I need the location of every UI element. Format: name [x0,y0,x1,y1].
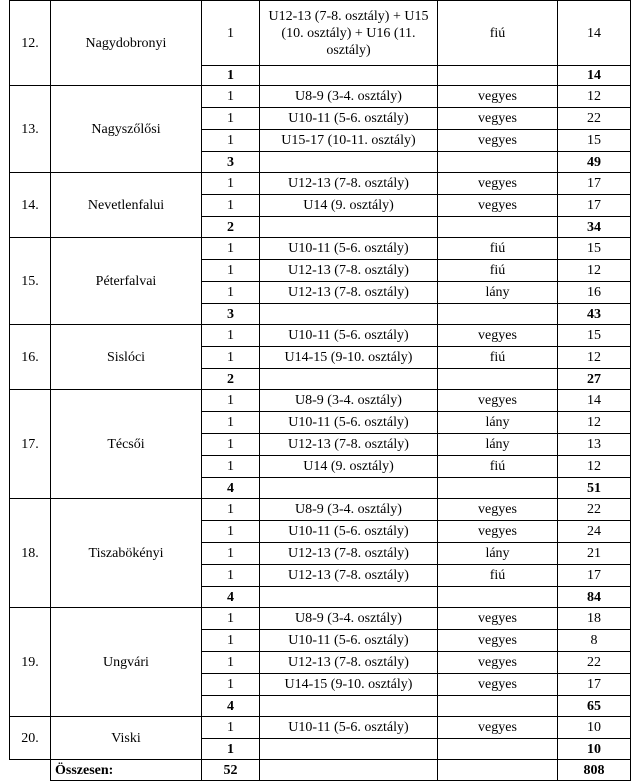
player-count: 14 [558,1,631,66]
group-number: 12. [10,1,51,86]
team-count: 1 [202,195,260,217]
subtotal-players: 65 [558,696,631,717]
empty-cell [438,696,558,717]
subtotal-teams: 3 [202,304,260,325]
player-count: 17 [558,674,631,696]
empty-cell [438,152,558,173]
subtotal-players: 84 [558,587,631,608]
empty-cell [10,760,51,781]
empty-cell [438,66,558,86]
empty-cell [260,152,438,173]
gender: fiú [438,347,558,369]
player-count: 17 [558,195,631,217]
table-row [10,1,631,66]
group-number: 13. [10,86,51,173]
school-name: Ungvári [51,608,202,717]
group-number: 16. [10,325,51,390]
subtotal-teams: 1 [202,739,260,760]
school-name: Sislóci [51,325,202,390]
team-count: 1 [202,608,260,630]
grand-total-teams: 52 [202,760,260,781]
player-count: 12 [558,86,631,108]
player-count: 17 [558,565,631,587]
age-category: U15-17 (10-11. osztály) [260,130,438,152]
age-category: U12-13 (7-8. osztály) [260,173,438,195]
gender: fiú [438,260,558,282]
player-count: 15 [558,325,631,347]
gender: vegyes [438,390,558,412]
school-name: Nevetlenfalui [51,173,202,238]
team-count: 1 [202,565,260,587]
player-count: 10 [558,717,631,739]
gender: lány [438,412,558,434]
age-category: U8-9 (3-4. osztály) [260,499,438,521]
player-count: 21 [558,543,631,565]
team-count: 1 [202,717,260,739]
player-count: 24 [558,521,631,543]
subtotal-players: 27 [558,369,631,390]
school-name: Técsői [51,390,202,499]
team-count: 1 [202,347,260,369]
team-count: 1 [202,499,260,521]
school-name: Tiszabökényi [51,499,202,608]
gender: vegyes [438,652,558,674]
gender: vegyes [438,499,558,521]
age-category: U14-15 (9-10. osztály) [260,674,438,696]
player-count: 12 [558,412,631,434]
gender: vegyes [438,195,558,217]
player-count: 15 [558,130,631,152]
empty-cell [260,217,438,238]
age-category: U12-13 (7-8. osztály) [260,434,438,456]
age-category: U12-13 (7-8. osztály) + U15 (10. osztály) + U16 (11. osztály) [260,1,438,66]
age-category: U10-11 (5-6. osztály) [260,412,438,434]
empty-cell [438,304,558,325]
age-category: U12-13 (7-8. osztály) [260,543,438,565]
subtotal-teams: 1 [202,66,260,86]
team-count: 1 [202,238,260,260]
subtotal-teams: 4 [202,696,260,717]
gender: vegyes [438,674,558,696]
empty-cell [260,587,438,608]
group-number: 14. [10,173,51,238]
team-count: 1 [202,260,260,282]
age-category: U10-11 (5-6. osztály) [260,238,438,260]
gender: fiú [438,565,558,587]
age-category: U10-11 (5-6. osztály) [260,630,438,652]
empty-cell [260,369,438,390]
empty-cell [260,66,438,86]
table-row [10,390,631,412]
subtotal-players: 34 [558,217,631,238]
group-number: 18. [10,499,51,608]
empty-cell [260,478,438,499]
player-count: 18 [558,608,631,630]
age-category: U10-11 (5-6. osztály) [260,521,438,543]
gender: vegyes [438,630,558,652]
team-count: 1 [202,1,260,66]
gender: vegyes [438,86,558,108]
table-row [10,499,631,521]
table-row [10,608,631,630]
team-count: 1 [202,434,260,456]
grand-total-players: 808 [558,760,631,781]
empty-cell [438,587,558,608]
team-count: 1 [202,86,260,108]
team-count: 1 [202,543,260,565]
gender: vegyes [438,173,558,195]
age-category: U8-9 (3-4. osztály) [260,608,438,630]
grand-total-row [10,760,631,781]
team-count: 1 [202,652,260,674]
player-count: 15 [558,238,631,260]
empty-cell [260,696,438,717]
table-row [10,173,631,195]
group-number: 15. [10,238,51,325]
team-count: 1 [202,108,260,130]
empty-cell [438,760,558,781]
team-count: 1 [202,130,260,152]
gender: fiú [438,1,558,66]
subtotal-players: 14 [558,66,631,86]
gender: vegyes [438,717,558,739]
player-count: 13 [558,434,631,456]
subtotal-teams: 4 [202,587,260,608]
group-number: 20. [10,717,51,760]
team-count: 1 [202,630,260,652]
gender: fiú [438,238,558,260]
age-category: U8-9 (3-4. osztály) [260,390,438,412]
player-count: 17 [558,173,631,195]
player-count: 16 [558,282,631,304]
grand-total-label: Összesen: [51,760,202,781]
age-category: U14-15 (9-10. osztály) [260,347,438,369]
empty-cell [438,369,558,390]
age-category: U8-9 (3-4. osztály) [260,86,438,108]
subtotal-teams: 4 [202,478,260,499]
gender: fiú [438,456,558,478]
player-count: 14 [558,390,631,412]
gender: lány [438,434,558,456]
age-category: U10-11 (5-6. osztály) [260,108,438,130]
player-count: 22 [558,108,631,130]
team-count: 1 [202,282,260,304]
school-name: Nagyszőlősi [51,86,202,173]
group-number: 19. [10,608,51,717]
team-count: 1 [202,390,260,412]
empty-cell [438,478,558,499]
gender: vegyes [438,130,558,152]
school-teams-table [9,0,631,781]
empty-cell [260,739,438,760]
gender: vegyes [438,608,558,630]
subtotal-players: 10 [558,739,631,760]
school-name: Nagydobronyi [51,1,202,86]
gender: lány [438,282,558,304]
player-count: 22 [558,499,631,521]
subtotal-players: 43 [558,304,631,325]
team-count: 1 [202,173,260,195]
subtotal-teams: 2 [202,369,260,390]
subtotal-players: 51 [558,478,631,499]
table-row [10,238,631,260]
school-name: Viski [51,717,202,760]
empty-cell [438,739,558,760]
team-count: 1 [202,456,260,478]
team-count: 1 [202,325,260,347]
age-category: U12-13 (7-8. osztály) [260,282,438,304]
player-count: 12 [558,456,631,478]
age-category: U12-13 (7-8. osztály) [260,565,438,587]
player-count: 12 [558,260,631,282]
age-category: U10-11 (5-6. osztály) [260,325,438,347]
empty-cell [260,760,438,781]
age-category: U12-13 (7-8. osztály) [260,260,438,282]
team-count: 1 [202,521,260,543]
empty-cell [438,217,558,238]
age-category: U10-11 (5-6. osztály) [260,717,438,739]
gender: vegyes [438,521,558,543]
subtotal-teams: 2 [202,217,260,238]
gender: vegyes [438,108,558,130]
player-count: 8 [558,630,631,652]
age-category: U14 (9. osztály) [260,456,438,478]
table-row [10,325,631,347]
empty-cell [260,304,438,325]
team-count: 1 [202,412,260,434]
gender: vegyes [438,325,558,347]
gender: lány [438,543,558,565]
team-count: 1 [202,674,260,696]
age-category: U12-13 (7-8. osztály) [260,652,438,674]
age-category: U14 (9. osztály) [260,195,438,217]
table-row [10,717,631,739]
group-number: 17. [10,390,51,499]
subtotal-players: 49 [558,152,631,173]
player-count: 12 [558,347,631,369]
table-row [10,86,631,108]
player-count: 22 [558,652,631,674]
subtotal-teams: 3 [202,152,260,173]
school-name: Péterfalvai [51,238,202,325]
